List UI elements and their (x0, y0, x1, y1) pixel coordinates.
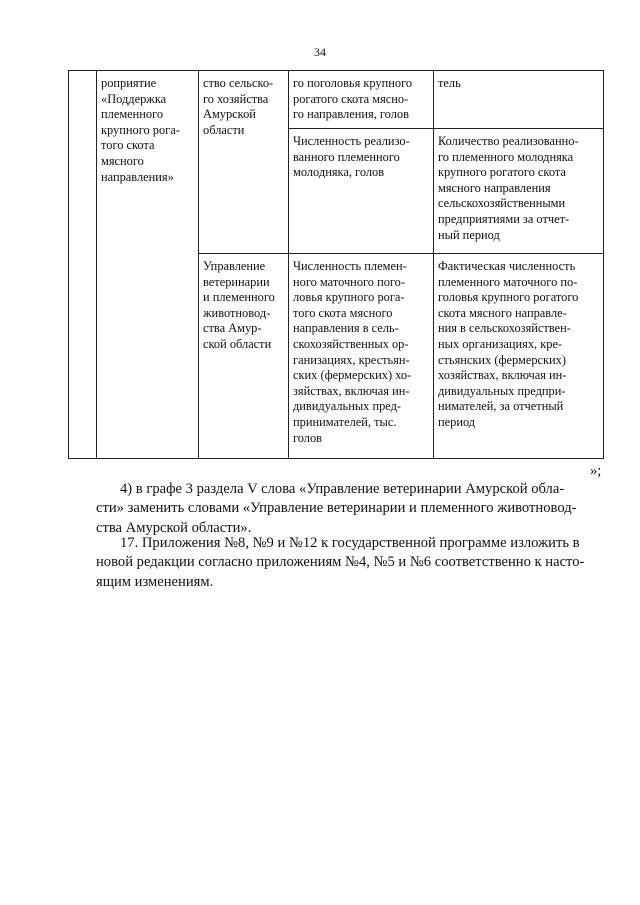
program-table (68, 70, 604, 459)
paragraph-item-4: 4) в графе 3 раздела V слова «Управление ветеринарии Амурской обла- сти» заменить словами «Управление ветеринарии и племенного животновод- ства Амурской области». (96, 481, 577, 536)
table-cell-description: тель (434, 71, 604, 129)
paragraph-item-17: 17. Приложения №8, №9 и №12 к государственной программе изложить в новой редакции согласно приложениям №4, №5 и №6 соответственно к насто- ящим изменениям. (96, 535, 585, 590)
table-cell-indicator: Численность реализо- ванного племенного молодняка, голов (289, 129, 434, 254)
table-cell-executor: ство сельско- го хозяйства Амурской области (199, 71, 289, 254)
table-cell-number (69, 71, 97, 459)
table-cell-indicator: го поголовья крупного рогатого скота мясно- го направления, голов (289, 71, 434, 129)
table-cell-description: Фактическая численность племенного маточного по- головья крупного рогатого скота мясного направле- ния в сельскохозяйствен- ных организациях, кре- стьянских (фермерских) хозяйствах, включая ин- дивидуальных предпри- нимателей, за отчетный период (434, 254, 604, 459)
page-number: 34 (314, 45, 326, 59)
table-closing-quote: »; (590, 463, 602, 479)
table-row (69, 71, 604, 129)
table-cell-indicator: Численность племен- ного маточного пого- ловья крупного рога- того скота мясного направления в сель- скохозяйственных ор- ганизациях, крестьян- ских (фермерских) хо- зяйствах, включая ин- дивидуальных пред- принимателей, тыс. голов (289, 254, 434, 459)
table-cell-description: Количество реализованно- го племенного молодняка крупного рогатого скота мясного направления сельскохозяйственными предприятиями за отчет- ный период (434, 129, 604, 254)
table-cell-event: роприятие «Поддержка племенного крупного рога- того скота мясного направления» (97, 71, 199, 459)
table-cell-executor: Управление ветеринарии и племенного животновод- ства Амур- ской области (199, 254, 289, 459)
